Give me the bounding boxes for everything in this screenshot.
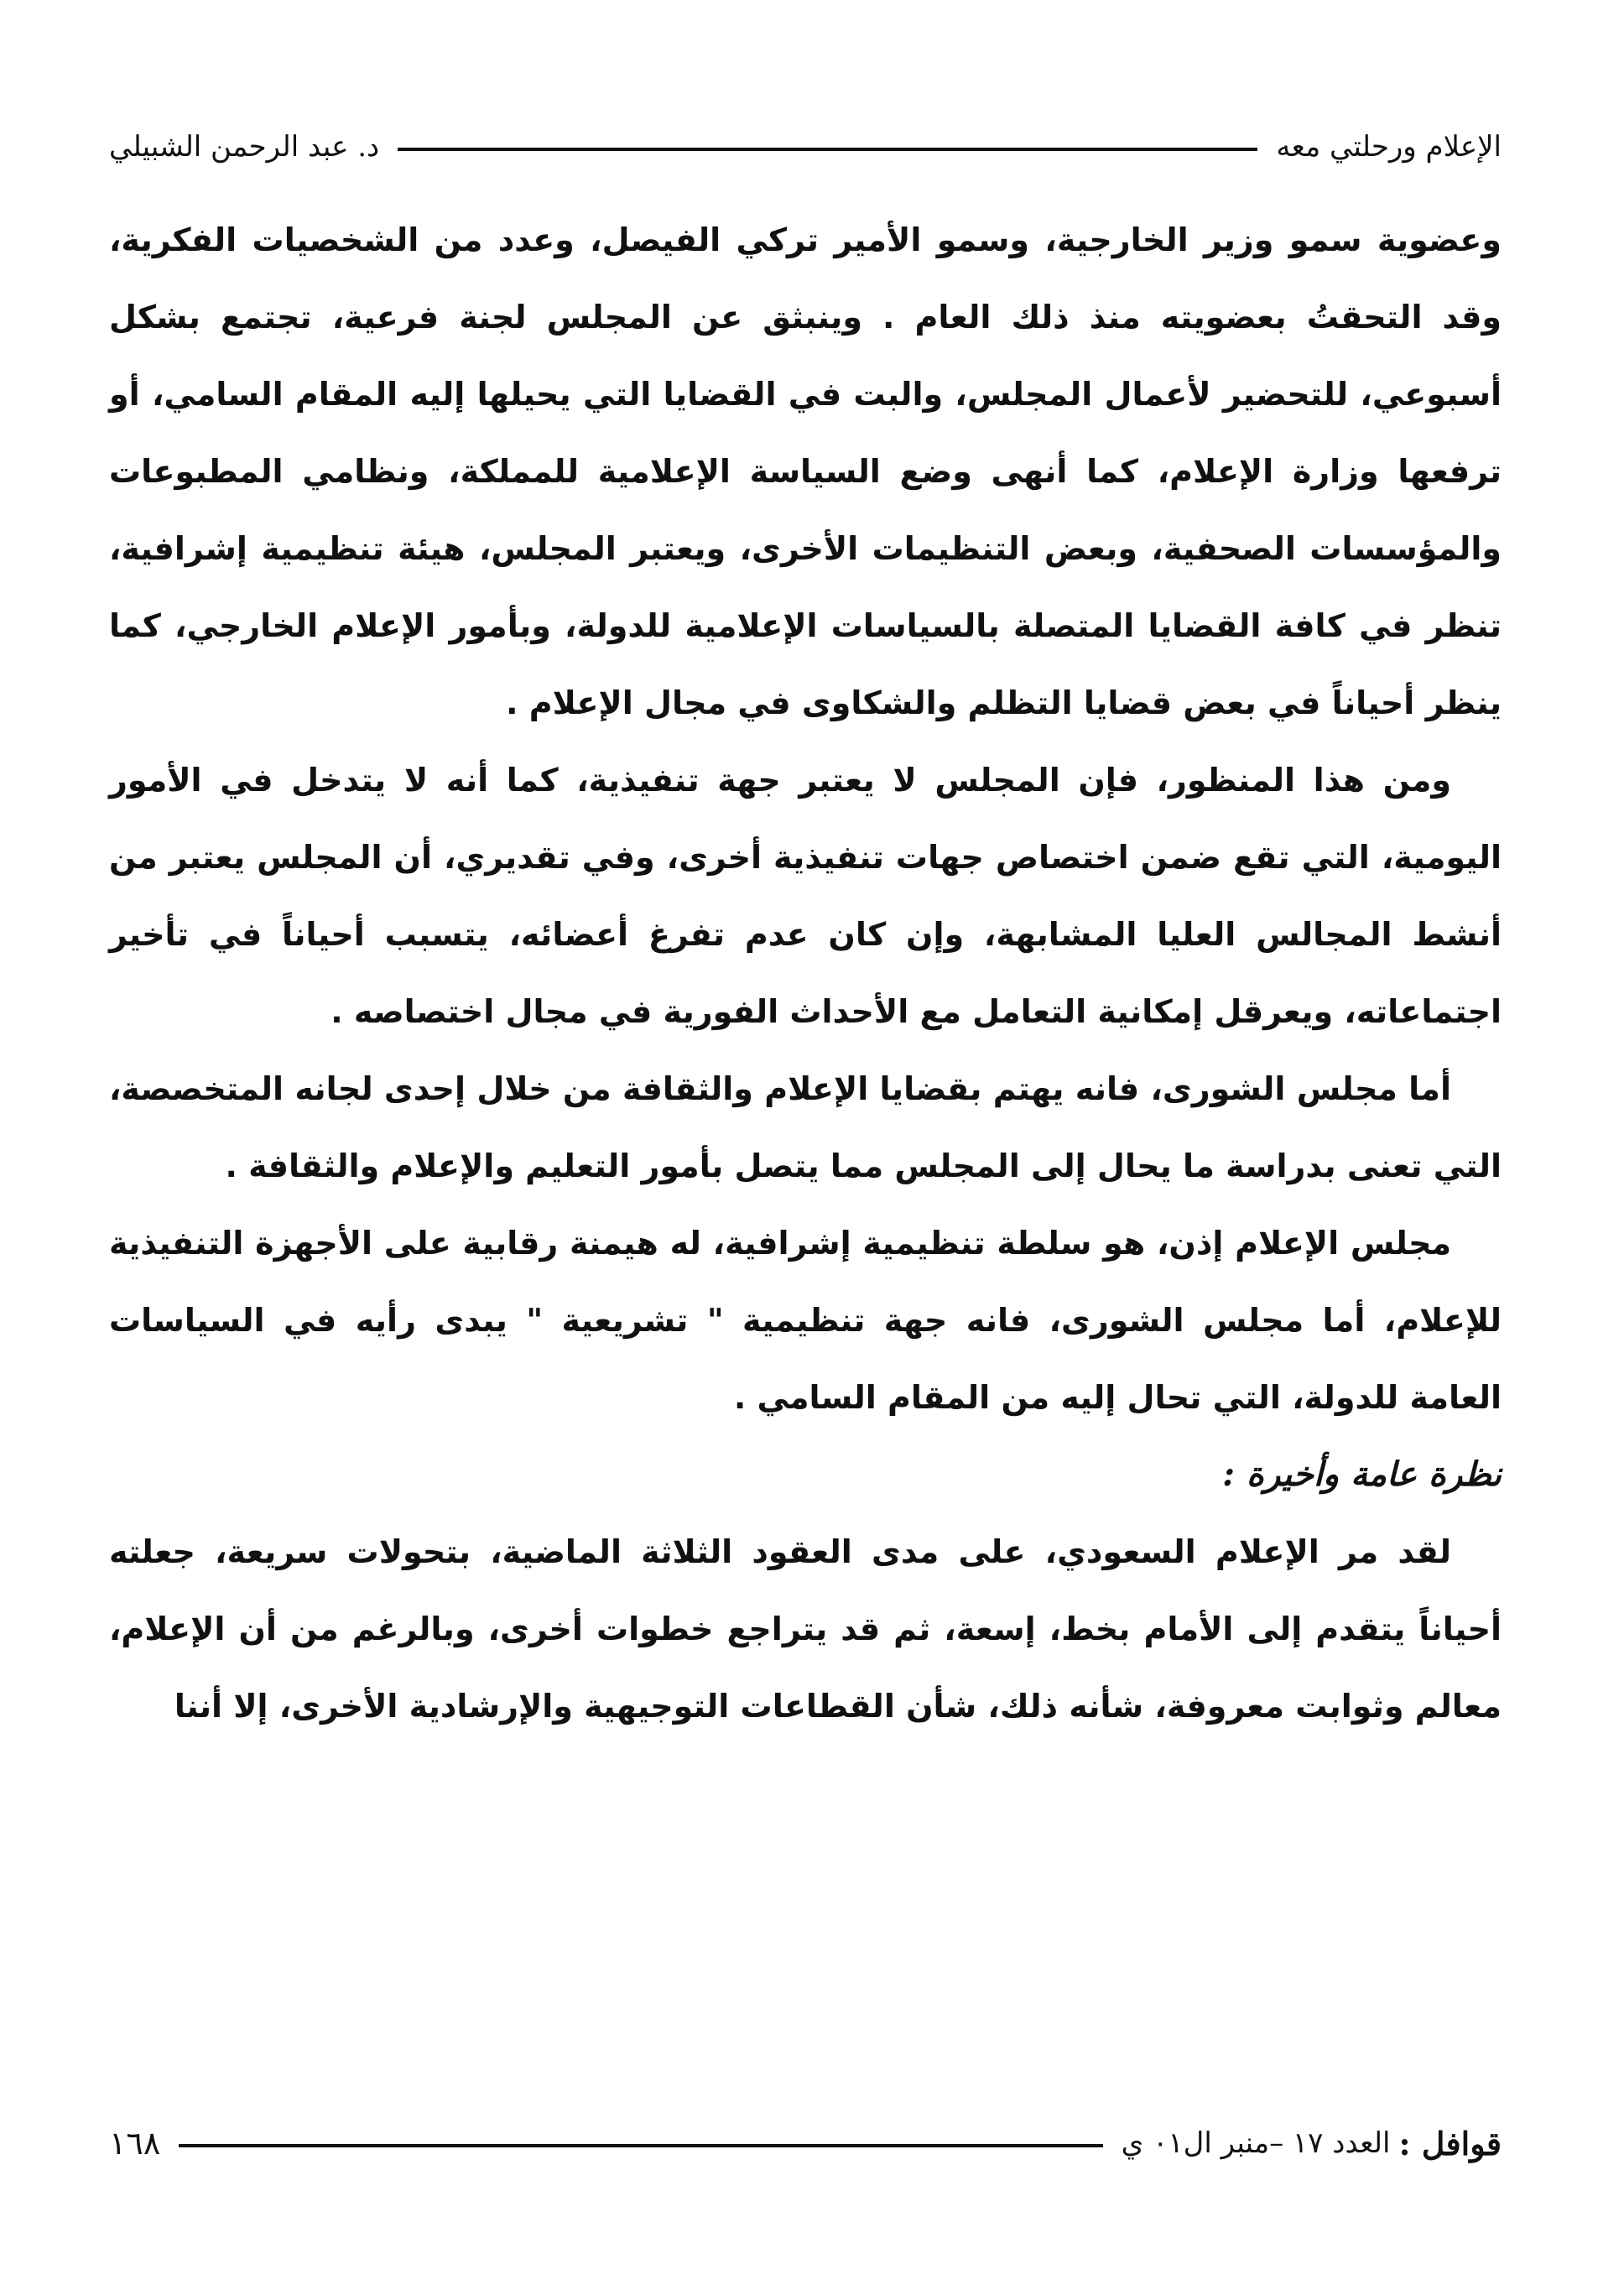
footer-issue: العدد ١٧ –منبر ال٠١ ي bbox=[1121, 2126, 1391, 2160]
paragraph-3: أما مجلس الشورى، فانه يهتم بقضايا الإعلام والثقافة من خلال إحدى لجانه المتخصصة، التي تعنى بدراسة ما يحال إلى المجلس مما يتصل بأمور التعليم والإعلام والثقافة . bbox=[109, 1070, 1502, 1184]
body-text bbox=[109, 201, 1502, 1745]
header-author: د. عبد الرحمن الشبيلي bbox=[109, 130, 380, 164]
header-journal-title: الإعلام ورحلتي معه bbox=[1276, 130, 1502, 164]
paragraph-1: وعضوية سمو وزير الخارجية، وسمو الأمير تركي الفيصل، وعدد من الشخصيات الفكرية، وقد التحقتُ بعضويته منذ ذلك العام . وينبثق عن المجلس لجنة فرعية، تجتمع بشكل أسبوعي، للتحضير لأعمال المجلس، والبت في القضايا التي يحيلها إليه المقام السامي، أو ترفعها وزارة الإعلام، كما أنهى وضع السياسة الإعلامية للمملكة، ونظامي المطبوعات والمؤسسات الصحفية، وبعض التنظيمات الأخرى، ويعتبر المجلس، هيئة تنظيمية إشرافية، تنظر في كافة القضايا المتصلة بالسياسات الإعلامية للدولة، وبأمور الإعلام الخارجي، كما ينظر أحياناً في بعض قضايا التظلم والشكاوى في مجال الإعلام . bbox=[109, 221, 1502, 721]
running-footer bbox=[109, 2114, 1502, 2173]
page-number: ١٦٨ bbox=[109, 2125, 161, 2162]
footer-journal-name: قوافل : bbox=[1398, 2124, 1502, 2162]
paragraph-2: ومن هذا المنظور، فإن المجلس لا يعتبر جهة تنفيذية، كما أنه لا يتدخل في الأمور اليومية، التي تقع ضمن اختصاص جهات تنفيذية أخرى، وفي تقديري، أن المجلس يعتبر من أنشط المجالس العليا المشابهة، وإن كان عدم تفرغ أعضائه، يتسبب أحياناً في تأخير اجتماعاته، ويعرقل إمكانية التعامل مع الأحداث الفورية في مجال اختصاصه . bbox=[109, 762, 1502, 1030]
footer-rule bbox=[179, 2144, 1102, 2147]
section-heading: نظرة عامة وأخيرة : bbox=[1222, 1455, 1502, 1494]
paragraph-5: لقد مر الإعلام السعودي، على مدى العقود الثلاثة الماضية، بتحولات سريعة، جعلته أحياناً يتقدم إلى الأمام بخط، إسعة، ثم قد يتراجع خطوات أخرى، وبالرغم من أن الإعلام، معالم وثوابت معروفة، شأنه ذلك، شأن القطاعات التوجيهية والإرشادية الأخرى، إلا أننا bbox=[109, 1533, 1502, 1725]
header-rule bbox=[398, 148, 1257, 151]
paragraph-4: مجلس الإعلام إذن، هو سلطة تنظيمية إشرافية، له هيمنة رقابية على الأجهزة التنفيذية للإعلام، أما مجلس الشورى، فانه جهة تنظيمية " تشريعية " يبدى رأيه في السياسات العامة للدولة، التي تحال إليه من المقام السامي . bbox=[109, 1225, 1502, 1416]
running-header bbox=[109, 117, 1502, 176]
